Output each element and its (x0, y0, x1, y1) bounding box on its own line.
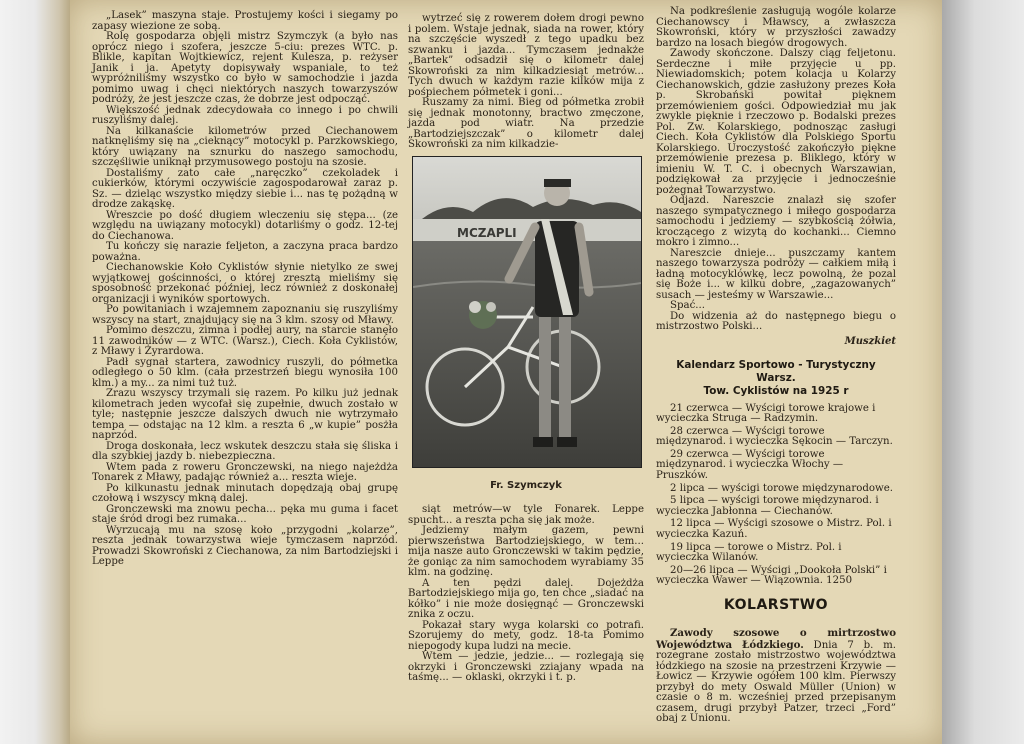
paragraph: siąt metrów—w tyle Fonarek. Leppe spucht... a reszta pcha się jak może. (408, 504, 644, 526)
photo-caption: Fr. Szymczyk (490, 480, 562, 491)
paragraph: Wreszcie po dość długiem wleczeniu się stępa... (ze względu na uwiązany motocykl) dotarliśmy o godz. 12-tej do Ciechanowa. (92, 209, 398, 242)
paragraph: Pokazał stary wyga kolarski co potrafi. Szorujemy do mety, godz. 18-ta Pomimo niepogody kupa ludzi na mecie. (408, 619, 644, 652)
paragraph: Większość jednak zdecydowała co innego i po chwili ruszyliśmy dalej. (92, 104, 398, 126)
calendar-item: 21 czerwca — Wyścigi torowe krajowe i wycieczka Struga — Radzymin. (656, 402, 876, 425)
paragraph: Droga doskonała, lecz wskutek deszczu stała się śliska i dla szybkiej jazdy b. niebezpieczna. (92, 440, 398, 462)
paragraph: Ruszamy za nimi. Bieg od półmetka zrobił się jednak monotonny, bractwo zmęczone, jazda pod wiatr. Na przedzie „Bartodziejszczak” o kilometr dalej Skowroński za nim kilkadzie- (408, 97, 644, 150)
paragraph: Wtem — jedzie, jedzie... — rozlegają się okrzyki i Gronczewski zziajany wpada na taśmę... — oklaski, okrzyki i t. p. (408, 651, 644, 683)
calendar-item: 2 lipca — wyścigi torowe międzynarodowe. (670, 482, 893, 494)
paragraph: wytrzeć się z rowerem dołem drogi pewno i polem. Wstaje jednak, siada na rower, który na szczęście wyszedł z tego upadku bez szwanku i jazda... Tymczasem jednakże „Bartek” odsadził się o kilometr dalej Skowroński za nim kilkadziesiąt metrów... Tych dwuch w każdym razie kilków mija z pośpiechem półmetek i goni... (408, 13, 644, 98)
calendar-item: 5 lipca — wyścigi torowe międzynarod. i wycieczka Jabłonna — Ciechanów. (656, 495, 879, 517)
kolarstwo-body: Dnia 7 b. m. rozegrane zostało mistrzostwo województwa łódzkiego na szosie na przestrzeni Krzywie — Łowicz — Krzywie ogółem 100 klm. Pierwszy przybył do mety Oswald Müller (Union) w czasie o 8 m. wcześniej przed przepisanym czasem, drugi przybył Patzer, trzeci „Ford” obaj z Unionu. (656, 639, 896, 724)
kolarstwo-article (656, 621, 896, 725)
paragraph: Jedziemy małym gazem, pewni pierwszeństwa Bartodziejskiego, w tem... mija nasze auto Gronczewski w takim pędzie, że goniąc za nim samochodem wyrabiamy 35 klm. na godzinę. (408, 525, 644, 578)
scan-background-left (0, 0, 70, 744)
calendar-title-line-1: Kalendarz Sportowo - Turystyczny Warsz. (676, 358, 876, 384)
right-column (656, 0, 896, 725)
right-column-text (656, 0, 896, 333)
paragraph: Padł sygnał startera, zawodnicy ruszyli, do półmetka odległego o 50 klm. (cała przestrzeń biegu wynosiła 100 klm.) a my... za nimi tuż tuż. (92, 356, 398, 389)
paragraph: Rolę gospodarza objęli mistrz Szymczyk (a było nas oprócz niego i szofera, jeszcze 5-ciu: prezes WTC. p. Blikle, kapitan Wojtkiewicz, rejent Kulesza, p. reżyser Janik i ja. Apetyty dopisywały wspaniale, to też wypróżniliśmy wszystko co było w samochodzie i jazda pomimo uwag i chęci niektórych naszych towarzyszów podróży, że jest jeszcze czas, że dobrze jest odpocząć. (92, 31, 398, 105)
paragraph: Na podkreślenie zasługują wogóle kolarze Ciechanowscy i Mławscy, a zwłaszcza Skowroński, który w przyszłości zawadzy bardzo na losach biegów drogowych. (656, 6, 896, 49)
left-column-text (92, 0, 398, 568)
paragraph: Tu kończy się narazie feljeton, a zaczyna praca bardzo poważna. (92, 241, 398, 263)
paragraph: Po powitaniach i wzajemnem zapoznaniu się ruszyliśmy wszyscy na start, znajdujący się na 3 klm. szosy od Mławy. (92, 304, 398, 326)
paragraph: Zrazu wszyscy trzymali się razem. Po kilku już jednak kilometrach jeden wycofał się zupełnie, dwuch zostało w tyle; następnie jeszcze dalszych dwuch nie wytrzymało tempa — odstając na 12 klm. a reszta 6 „w kupie” posżła naprzód. (92, 388, 398, 441)
paragraph: Po kilkunastu jednak minutach dopędzają obaj grupę czołową i wszyscy mkną dalej. (92, 482, 398, 504)
paragraph: Wtem pada z roweru Gronczewski, na niego najeżdża Tonarek z Mławy, padając również a... reszta wieje. (92, 461, 398, 483)
calendar-list (656, 404, 896, 588)
paragraph: Na kilkanaście kilometrów przed Ciechanowem natknęliśmy się na „cieknący” motocykl p. Parzkowskiego, który uwiązany na sznurku do naszego samochodu, szczęśliwie uniknął przymusowego postoju na szosie. (92, 125, 398, 168)
middle-column-text (408, 0, 644, 151)
article-signature: Muszkiet (844, 335, 896, 347)
cyclist-photo (412, 156, 642, 468)
paragraph: Nareszcie dnieje... puszczamy kantem naszego towarzysza podróży — całkiem miłą i ładną motocyklówkę, lecz powolną, że pozal się Boże i... w kilku dobre, „zagazowanych” susach — jesteśmy w Warszawie... (656, 247, 896, 301)
calendar-title (656, 359, 896, 398)
calendar-item: 28 czerwca — Wyścigi torowe międzynarod. i wycieczka Sękocin — Tarczyn. (656, 425, 893, 448)
calendar-item: 20—26 lipca — Wyścigi „Dookoła Polski” i wycieczka Wawer — Wiązownia. 1250 (656, 564, 887, 587)
paragraph: Zawody skończone. Dalszy ciąg feljetonu. Serdeczne i miłe przyjęcie u pp. Niewiadomskich; potem kolacja u Kolarzy Ciechanowskich, gdzie zasłużony prezes Koła p. Skrobański powitał pięknem przemówieniem gości. Odpowiedział mu jak zwykle pięknie i rzeczowo p. Bodalski prezes Pol. Zw. Kolarskiego, podnosząc zasługi Ciech. Koła Cyklistów dla Polskiego Sportu Kolarskiego. Uroczystość zakończyło piękne przemówienie prezesa p. Bliklego, który w imieniu W. T. C. i obecnych Warszawian, podziękował za przyjęcie i jednocześnie pożegnał Towarzystwo. (656, 48, 896, 196)
paragraph: Spać... (670, 300, 705, 311)
paragraph: Pomimo deszczu, zimna i podłej aury, na starcie stanęło 11 zawodników — z WTC. (Warsz.), Ciech. Koła Cyklistów, z Mławy i Żyrardowa. (92, 325, 398, 357)
calendar-title-line-2: Tow. Cyklistów na 1925 r (703, 384, 849, 397)
left-column (92, 0, 398, 568)
paragraph: A ten pędzi dalej. Dojeżdża Bartodziejskiego mija go, ten chce „siadać na kółko” i nie może dosięgnąć — Gronczewski znika z oczu. (408, 577, 644, 620)
paragraph: Wyrzucają mu na szosę koło „przygodni „kolarze”, reszta jednak towarzystwa wieje tymczasem naprzód. Prowadzi Skowroński z Ciechanowa, za nim Bartodziejski i Leppe (92, 524, 398, 567)
cyclist-photo-image (413, 157, 641, 467)
paragraph: Gronczewski ma znowu pecha... pęka mu guma i facet staje śród drogi bez rumaka... (92, 503, 398, 525)
middle-column-after-photo-text (408, 505, 644, 684)
middle-column-continued (408, 505, 644, 684)
middle-column (408, 0, 644, 151)
paragraph: Ciechanowskie Koło Cyklistów słynie nietylko ze swej wyjątkowej gościnności, o której zresztą mieliśmy się sposobność przekonać później, lecz również z doskonałej organizacji i wyników sportowych. (92, 262, 398, 305)
paragraph: Dostaliśmy zato całe „naręczko” czekoladek i cukierków, którymi oczywiście zagospodarował zaraz p. Sz. — dzieląc wszystko między siebie i... nas tę pożądną w drodze zakąskę. (92, 167, 398, 210)
paragraph: Odjazd. Nareszcie znalazł się szofer naszego sympatycznego i miłego gospodarza samochodu i jedziemy — szybkością żółwia, kroczącego z wizytą do kochanki... Ciemno mokro i zimno... (656, 195, 896, 248)
kolarstwo-lead: Zawody szosowe o mirtrzostwo Województwa Łódzkiego. (656, 627, 896, 651)
scan-background-right (942, 0, 1024, 744)
section-heading-kolarstwo: KOLARSTWO (723, 597, 829, 613)
calendar-item: 29 czerwca — Wyścigi torowe międzynarod. i wycieczka Włochy — Pruszków. (656, 448, 844, 482)
paragraph: Do widzenia aż do następnego biegu o mistrzostwo Polski... (656, 310, 896, 332)
calendar-item: 19 lipca — torowe o Mistrz. Pol. i wycieczka Wilanów. (656, 541, 842, 564)
calendar-item: 12 lipca — Wyścigi szosowe o Mistrz. Pol. i wycieczka Kazuń. (656, 518, 892, 541)
photo-banner-text: MCZAPLI (457, 226, 517, 240)
paragraph: „Lasek” maszyna staje. Prostujemy kości i siegamy po zapasy wiezione ze sobą. (92, 10, 398, 32)
